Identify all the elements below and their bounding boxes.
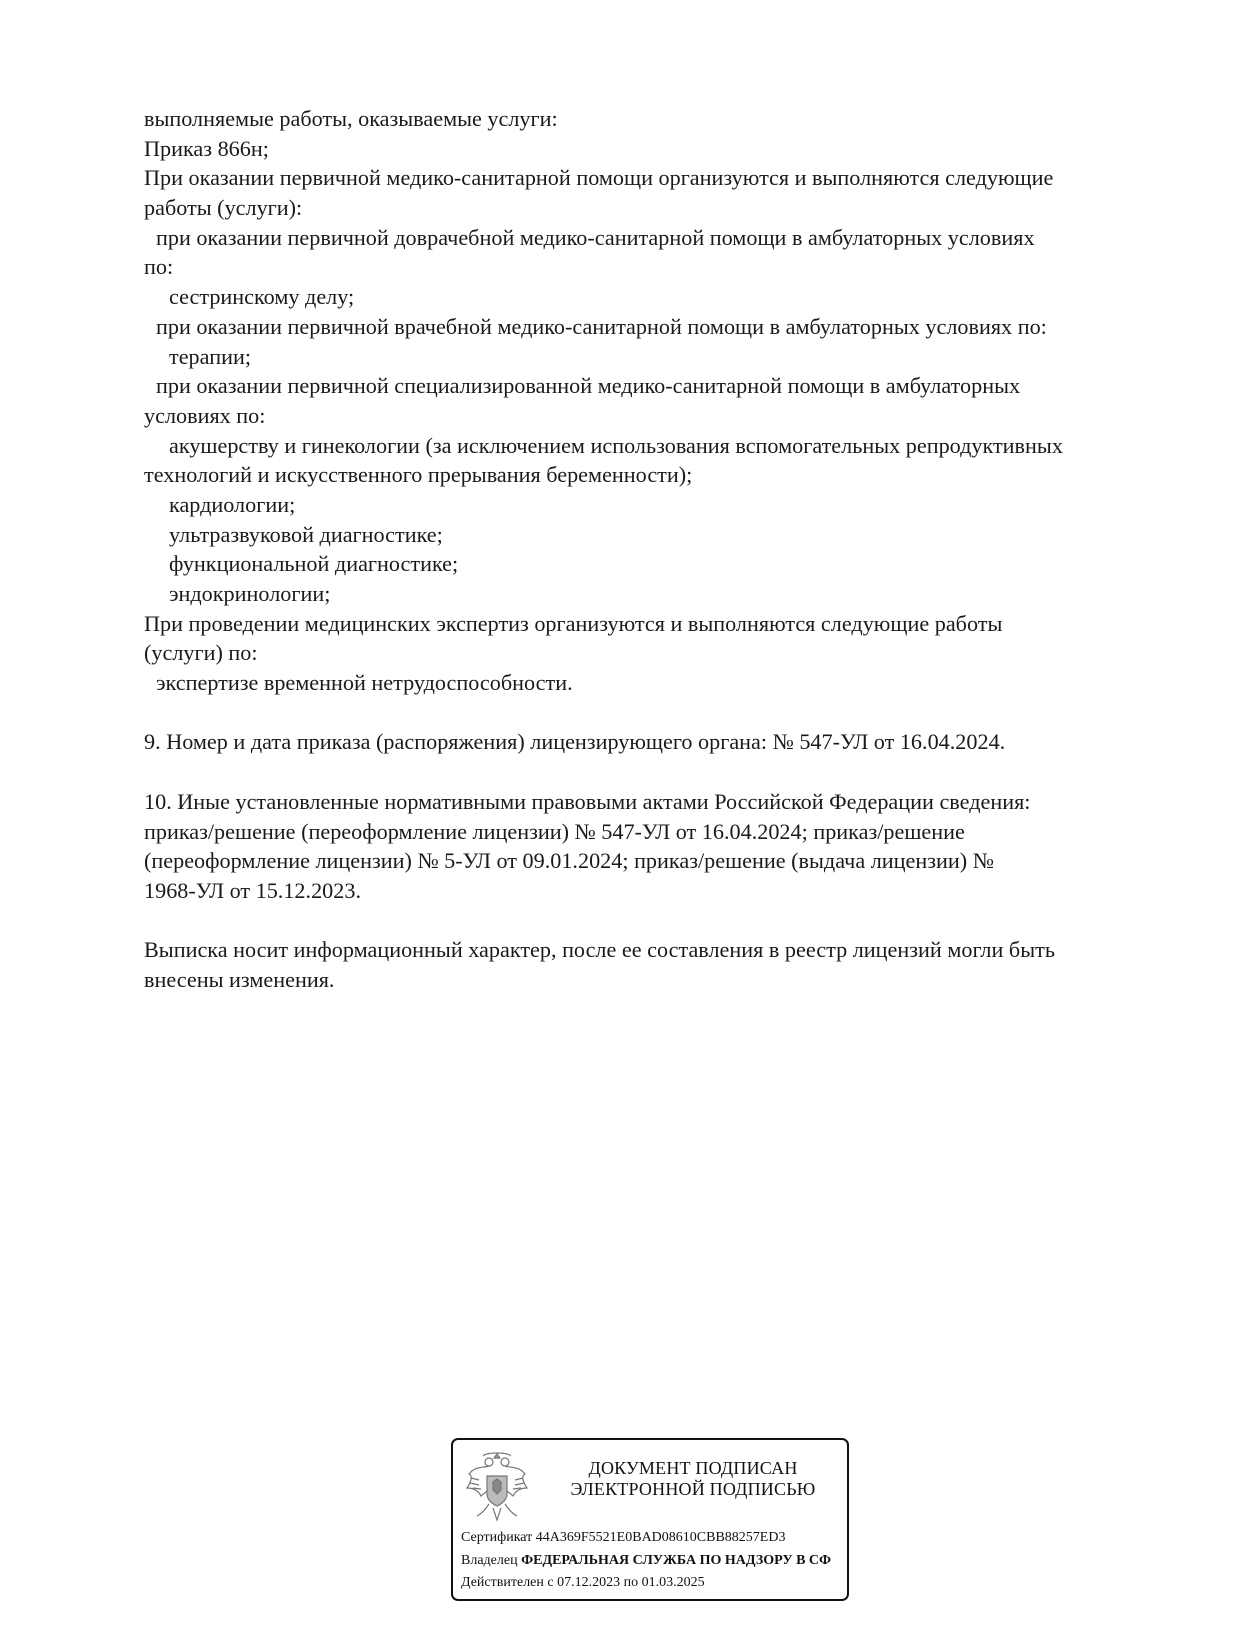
owner-value: ФЕДЕРАЛЬНАЯ СЛУЖБА ПО НАДЗОРУ В СФ	[521, 1553, 832, 1568]
document-line: работы (услуги):	[144, 195, 303, 221]
document-line: терапии;	[169, 343, 251, 369]
document-line: акушерству и гинекологии (за исключением использования вспомогательных репродуктивных	[169, 432, 1063, 458]
stamp-validity: Действителен с 07.12.2023 по 01.03.2025	[461, 1575, 705, 1590]
document-line: 10. Иные установленные нормативными правовыми актами Российской Федерации сведения:	[144, 788, 1031, 814]
document-line: технологий и искусственного прерывания беременности);	[144, 462, 693, 488]
document-line: при оказании первичной доврачебной медико-санитарной помощи в амбулаторных условиях	[156, 224, 1035, 250]
document-line: выполняемые работы, оказываемые услуги:	[144, 106, 558, 131]
document-line: ультразвуковой диагностике;	[169, 521, 443, 547]
document-line: 9. Номер и дата приказа (распоряжения) лицензирующего органа: № 547-УЛ от 16.04.2024.	[144, 729, 1006, 755]
document-line: Приказ 866н;	[144, 135, 269, 161]
document-line: 1968-УЛ от 15.12.2023.	[144, 877, 361, 903]
document-line: При оказании первичной медико-санитарной помощи организуются и выполняются следующие	[144, 165, 1054, 191]
document-line: (переоформление лицензии) № 5-УЛ от 09.01.2024; приказ/решение (выдача лицензии) №	[144, 848, 994, 874]
blank-line	[144, 906, 1164, 936]
document-line: при оказании первичной врачебной медико-санитарной помощи в амбулаторных условиях по:	[156, 313, 1047, 339]
document-line: эндокринологии;	[169, 581, 331, 606]
stamp-owner	[461, 1553, 831, 1569]
document-line: Выписка носит информационный характер, после ее составления в реестр лицензий могли быть	[144, 937, 1055, 963]
document-line: внесены изменения.	[144, 966, 335, 992]
blank-line	[144, 757, 1164, 787]
coat-of-arms-icon	[465, 1448, 529, 1526]
document-line: функциональной диагностике;	[169, 551, 459, 577]
document-line: При проведении медицинских экспертиз организуются и выполняются следующие работы	[144, 610, 1003, 636]
document-body	[144, 104, 1164, 995]
stamp-title-line-1: ДОКУМЕНТ ПОДПИСАН	[588, 1458, 798, 1478]
certificate-label: Сертификат	[461, 1530, 533, 1545]
document-line: кардиологии;	[169, 491, 296, 517]
document-line: сестринскому делу;	[169, 284, 355, 310]
stamp-title	[553, 1458, 833, 1500]
document-line: условиях по:	[144, 402, 266, 428]
stamp-certificate	[461, 1530, 785, 1546]
stamp-title-line-2: ЭЛЕКТРОННОЙ ПОДПИСЬЮ	[570, 1479, 816, 1499]
blank-line	[144, 698, 1164, 728]
document-line: приказ/решение (переоформление лицензии) № 547-УЛ от 16.04.2024; приказ/решение	[144, 818, 965, 844]
owner-label: Владелец	[461, 1553, 518, 1568]
document-line: (услуги) по:	[144, 640, 258, 666]
document-line: по:	[144, 254, 174, 280]
electronic-signature-stamp	[451, 1438, 849, 1601]
document-line: экспертизе временной нетрудоспособности.	[156, 670, 573, 696]
document-line: при оказании первичной специализированной медико-санитарной помощи в амбулаторных	[156, 373, 1021, 399]
certificate-value: 44A369F5521E0BAD08610CBB88257ED3	[535, 1530, 786, 1545]
